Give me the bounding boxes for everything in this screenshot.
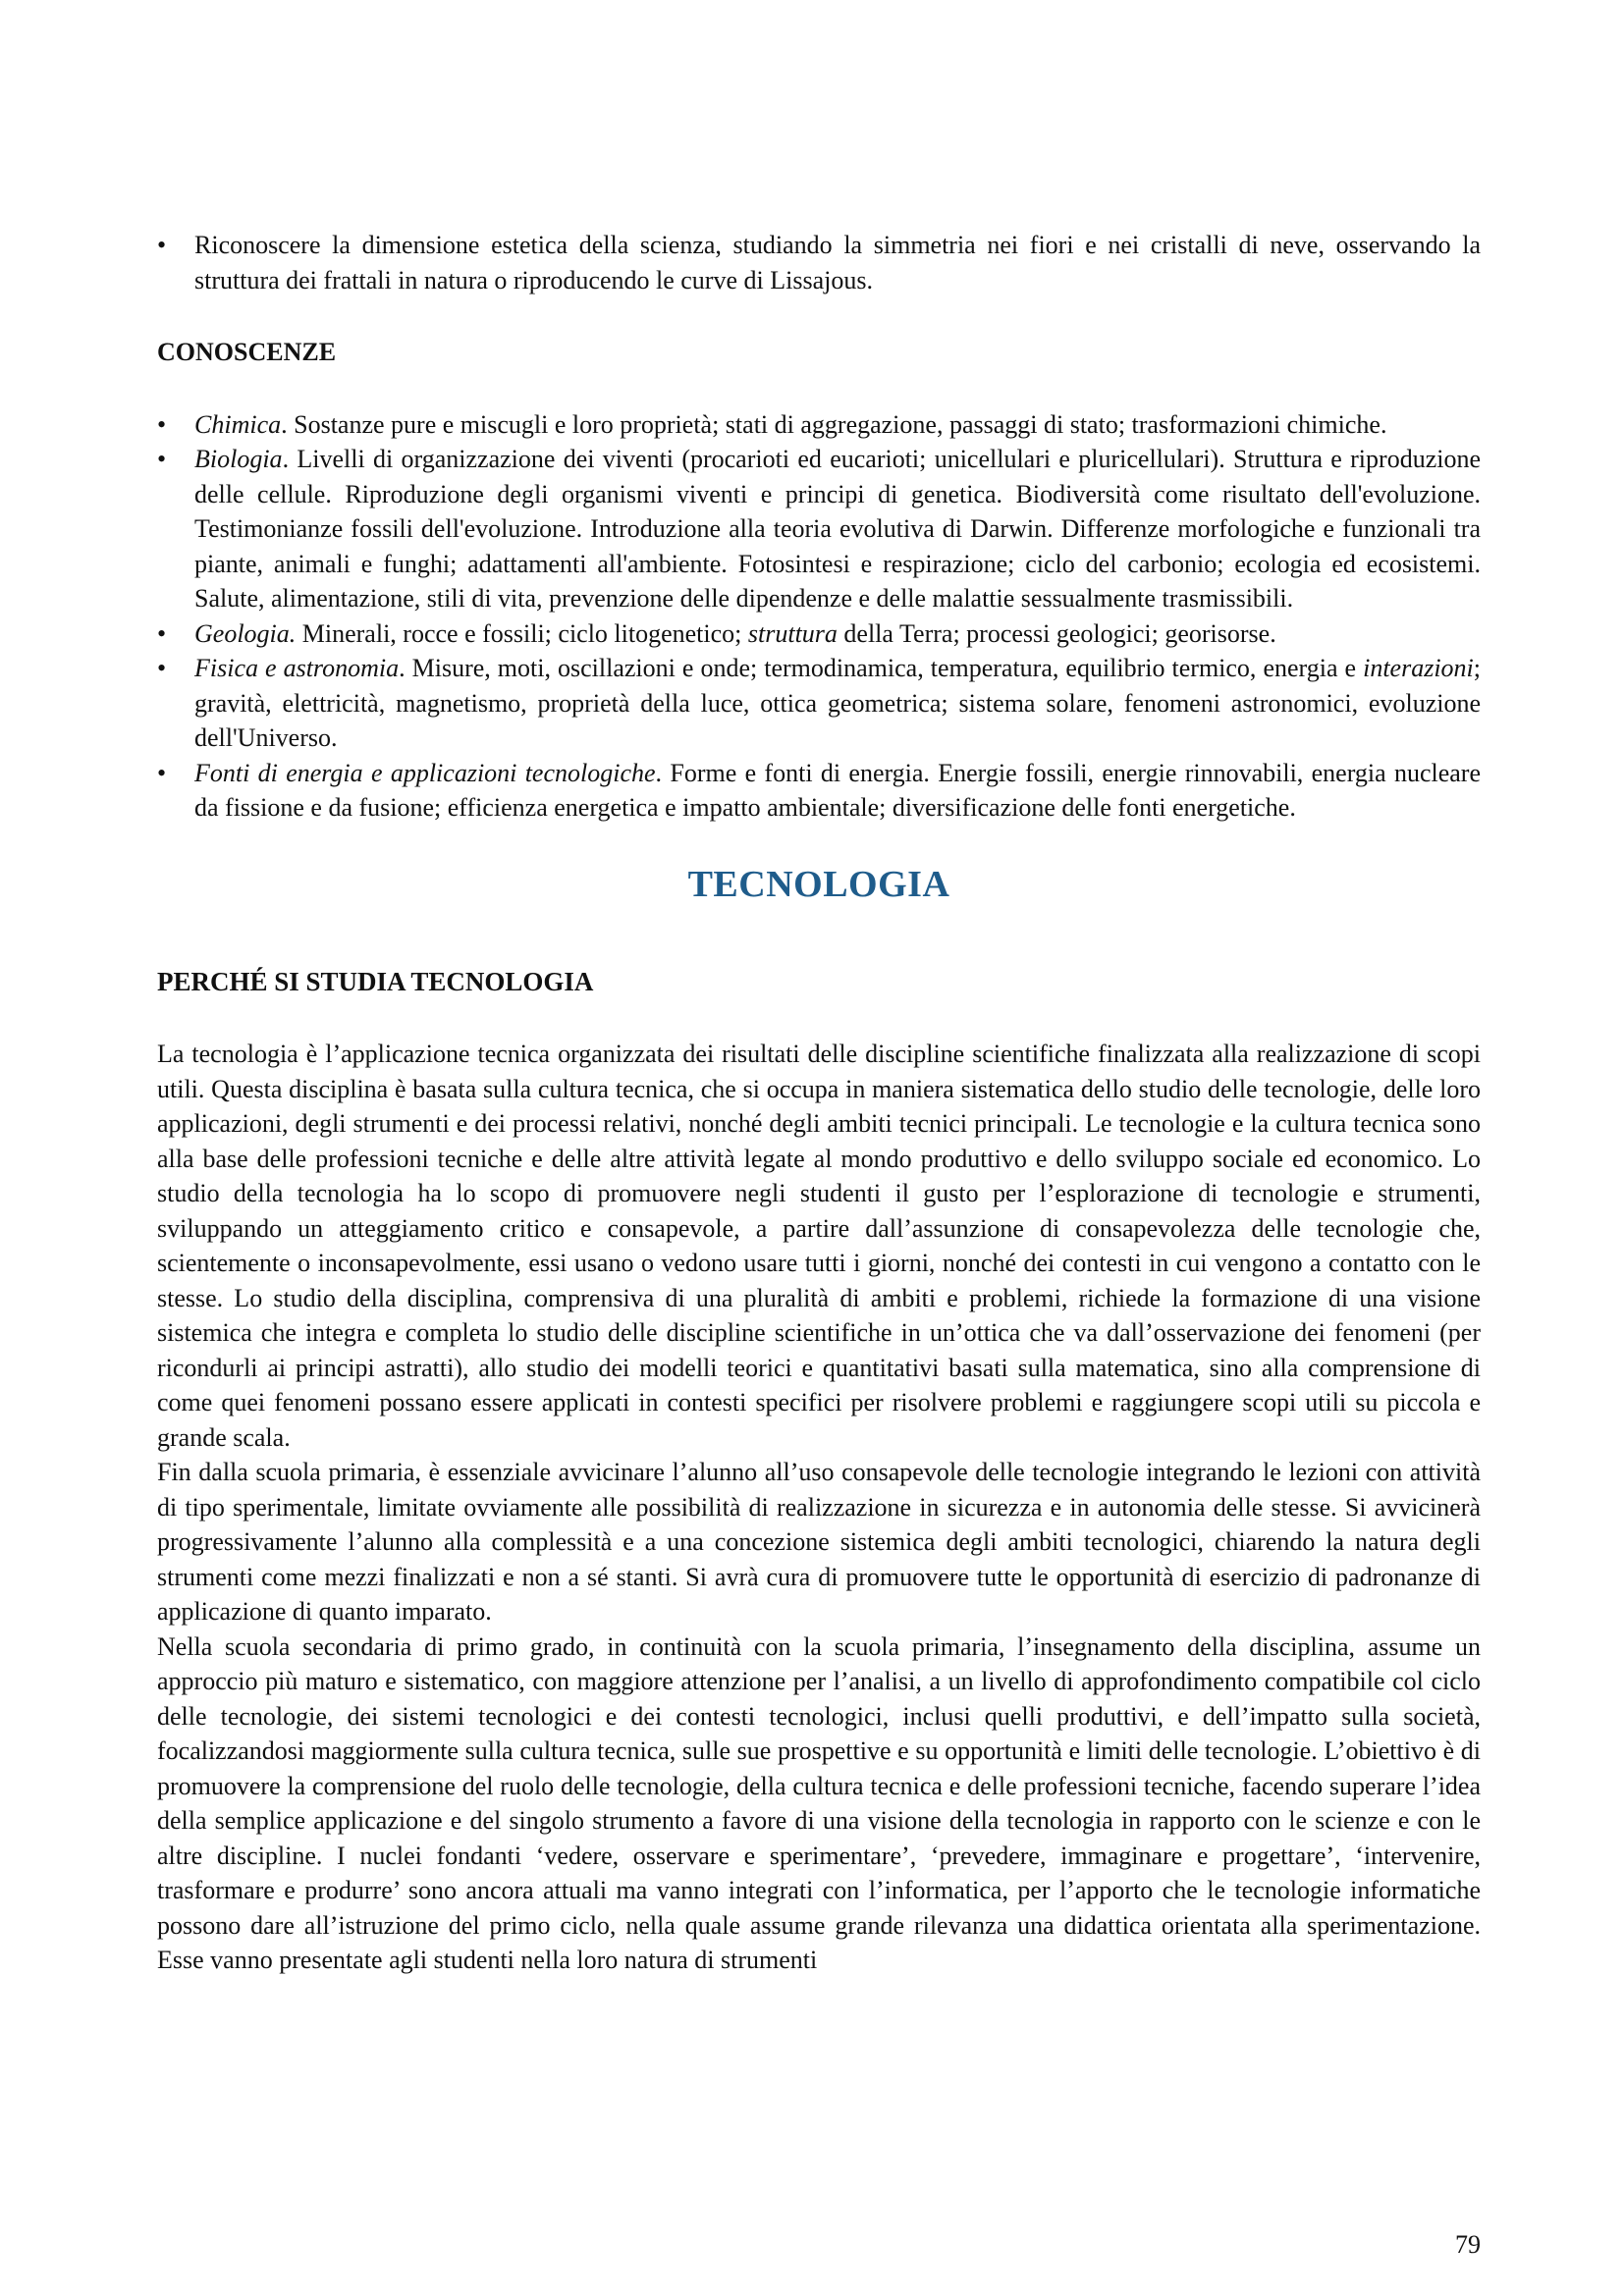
list-item-geologia [157,616,1481,652]
conoscenze-list [157,407,1481,826]
item-label: Chimica [194,409,282,439]
subheading: PERCHÉ SI STUDIA TECNOLOGIA [157,966,594,996]
item-text: . Forme e fonti di energia. Energie fossili, energie rinnovabili, energia nucleare da fissione e da fusione; efficienza energetica e impatto ambientale; diversificazione delle fonti energetiche. [194,758,1482,822]
list-item-energia [157,756,1481,826]
item-label: Fisica e astronomia [194,654,400,682]
intro-bullet-list [157,228,1481,297]
intro-bullet: • Riconoscere la dimensione estetica della scienza, studiando la simmetria nei fiori e nei cristalli di neve, osservando la struttura dei frattali in natura o riproducendo le curve di Lissajous. [157,228,1481,297]
item-text: . Livelli di organizzazione dei viventi (procarioti ed eucarioti; unicellulari e pluricellulari). Struttura e riproduzione delle cellule. Riproduzione degli organismi viventi e principi di genetica. Biodiversità come risultato dell'evoluzione. Testimonianze fossili dell'evoluzione. Introduzione alla teoria evolutiva di Darwin. Differenze morfologiche e funzionali tra piante, animali e funghi; adattamenti all'ambiente. Fotosintesi e respirazione; ciclo del carbonio; ecologia ed ecosistemi. Salute, alimentazione, stili di vita, prevenzione delle dipendenze e delle malattie sessualmente trasmissibili. [194,445,1481,613]
paragraph: Nella scuola secondaria di primo grado, in continuità con la scuola primaria, l’insegnamento della disciplina, assume un approccio più maturo e sistematico, con maggiore attenzione per l’analisi, a un livello di approfondimento compatibile col ciclo delle tecnologie, dei sistemi tecnologici e dei contesti tecnologici, inclusi quelli produttivi, e dell’impatto sulla società, focalizzandosi maggiormente sulla cultura tecnica, sulle sue prospettive e su opportunità e limiti delle tecnologie. L’obiettivo è di promuovere la comprensione del ruolo delle tecnologie, della cultura tecnica e delle professioni tecniche, facendo superare l’idea della semplice applicazione e del singolo strumento a favore di una visione della tecnologia in rapporto con le scienze e con le altre discipline. I nuclei fondanti ‘vedere, osservare e sperimentare’, ‘prevedere, immaginare e progettare’, ‘intervenire, trasformare e produrre’ sono ancora attuali ma vanno integrati con l’informatica, per l’apporto che le tecnologie informatiche possono dare all’istruzione del primo ciclo, nella quale assume grande rilevanza una didattica orientata alla sperimentazione. Esse vanno presentate agli studenti nella loro natura di strumenti [157,1631,1481,1974]
list-item-chimica [157,407,1481,443]
conoscenze-heading: CONOSCENZE [157,338,337,366]
item-label: Biologia [194,445,283,473]
section-title: TECNOLOGIA [687,863,950,905]
paragraph: La tecnologia è l’applicazione tecnica organizzata dei risultati delle discipline scientifiche finalizzata alla realizzazione di scopi utili. Questa disciplina è basata sulla cultura tecnica, che si occupa in maniera sistematica dello studio delle tecnologie, delle loro applicazioni, degli strumenti e dei processi relativi, nonché degli ambiti tecnici principali. Le tecnologie e la cultura tecnica sono alla base delle professioni tecniche e delle altre attività legate al mondo produttivo e dello sviluppo sociale ed economico. Lo studio della tecnologia ha lo scopo di promuovere negli studenti il gusto per l’esplorazione di tecnologie e strumenti, sviluppando un atteggiamento critico e consapevole, a partire dall’assunzione di consapevolezza delle tecnologie che, scientemente o inconsapevolmente, essi usano o vedono usare tutti i giorni, nonché dei contesti in cui vengono a contatto con le stesse. Lo studio della disciplina, comprensiva di una pluralità di ambiti e problemi, richiede la formazione di una visione sistemica che integra e completa lo studio delle discipline scientifiche in un’ottica che va dall’osservazione dei fenomeni (per ricondurli ai principi astratti), allo studio dei modelli teorici e quantitativi basati sulla matematica, sino alla comprensione di come quei fenomeni possano essere applicati in contesti specifici per risolvere problemi e raggiungere scopi utili su piccola e grande scala. [157,1040,1481,1452]
item-text: . Sostanze pure e miscugli e loro proprietà; stati di aggregazione, passaggi di stato; trasformazioni chimiche. [281,409,1387,439]
item-text: Minerali, rocce e fossili; ciclo litogenetico; [296,618,748,648]
item-text: . Misure, moti, oscillazioni e onde; termodinamica, temperatura, equilibrio termico, energia e [399,654,1364,682]
page-number: 79 [1455,2230,1481,2259]
paragraph: Fin dalla scuola primaria, è essenziale avvicinare l’alunno all’uso consapevole delle tecnologie integrando le lezioni con attività di tipo sperimentale, limitate ovviamente alle possibilità di realizzazione in sicurezza e in autonomia delle stesse. Si avvicinerà progressivamente l’alunno alla complessità e a una concezione sistemica degli ambiti tecnologici, chiarendo la natura degli strumenti come mezzi finalizzati e non a sé stanti. Si avrà cura di promuovere tutte le opportunità di esercizio di padronanze di applicazione di quanto imparato. [157,1458,1481,1626]
item-text: della Terra; processi geologici; georisorse. [837,618,1276,648]
item-italic: interazioni [1363,654,1474,682]
page-content [157,228,1481,1978]
item-label: Fonti di energia e applicazioni tecnologiche [194,758,656,787]
item-label: Geologia. [194,618,297,648]
list-item-biologia [157,442,1481,616]
list-item-fisica [157,651,1481,756]
item-italic: struttura [747,618,838,648]
item-text: ; gravità, elettricità, magnetismo, proprietà della luce, ottica geometrica; sistema solare, fenomeni astronomici, evoluzione dell'Universo. [194,654,1481,752]
